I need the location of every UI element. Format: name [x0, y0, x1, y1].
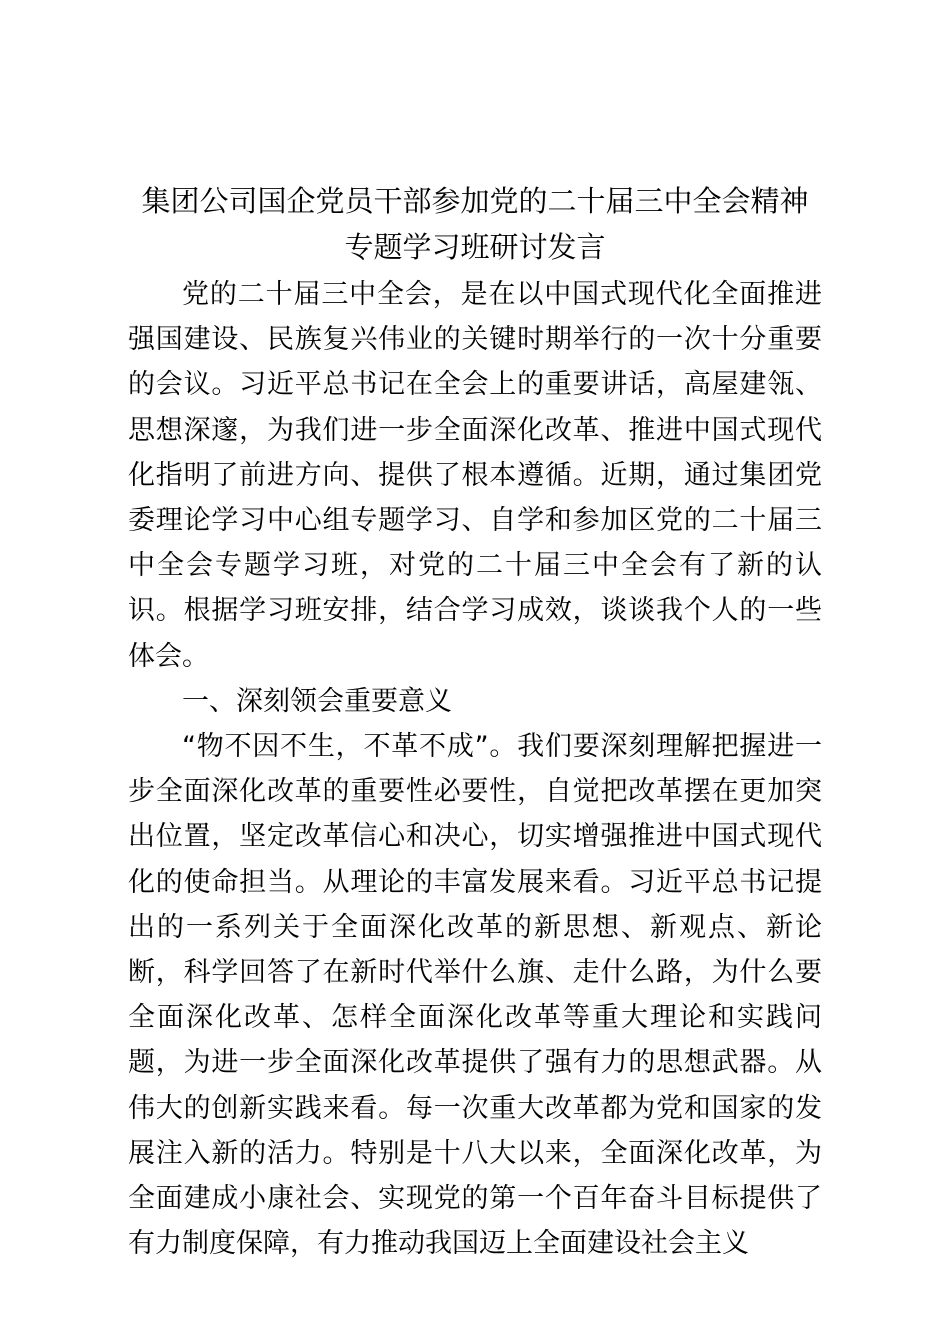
section-heading: 一、深刻领会重要意义: [182, 685, 452, 717]
document-body: [128, 272, 822, 1266]
section-paragraph: “物不因不生，不革不成”。我们要深刻理解把握进一步全面深化改革的重要性必要性，自觉把改革摆在更加突出位置，坚定改革信心和决心，切实增强推进中国式现代化的使命担当。从理论的丰富发展来看。习近平总书记提出的一系列关于全面深化改革的新思想、新观点、新论断，科学回答了在新时代举什么旗、走什么路，为什么要全面深化改革、怎样全面深化改革等重大理论和实践问题，为进一步全面深化改革提供了强有力的思想武器。从伟大的创新实践来看。每一次重大改革都为党和国家的发展注入新的活力。特别是十八大以来，全面深化改革，为全面建成小康社会、实现党的第一个百年奋斗目标提供了有力制度保障，有力推动我国迈上全面建设社会主义: [128, 731, 822, 1260]
intro-paragraph: 党的二十届三中全会，是在以中国式现代化全面推进强国建设、民族复兴伟业的关键时期举行的一次十分重要的会议。习近平总书记在全会上的重要讲话，高屋建瓴、思想深邃，为我们进一步全面深化改革、推进中国式现代化指明了前进方向、提供了根本遵循。近期，通过集团党委理论学习中心组专题学习、自学和参加区党的二十届三中全会专题学习班，对党的二十届三中全会有了新的认识。根据学习班安排，结合学习成效，谈谈我个人的一些体会。: [128, 279, 822, 672]
document-title: 集团公司国企党员干部参加党的二十届三中全会精神专题学习班研讨发言: [141, 184, 809, 264]
